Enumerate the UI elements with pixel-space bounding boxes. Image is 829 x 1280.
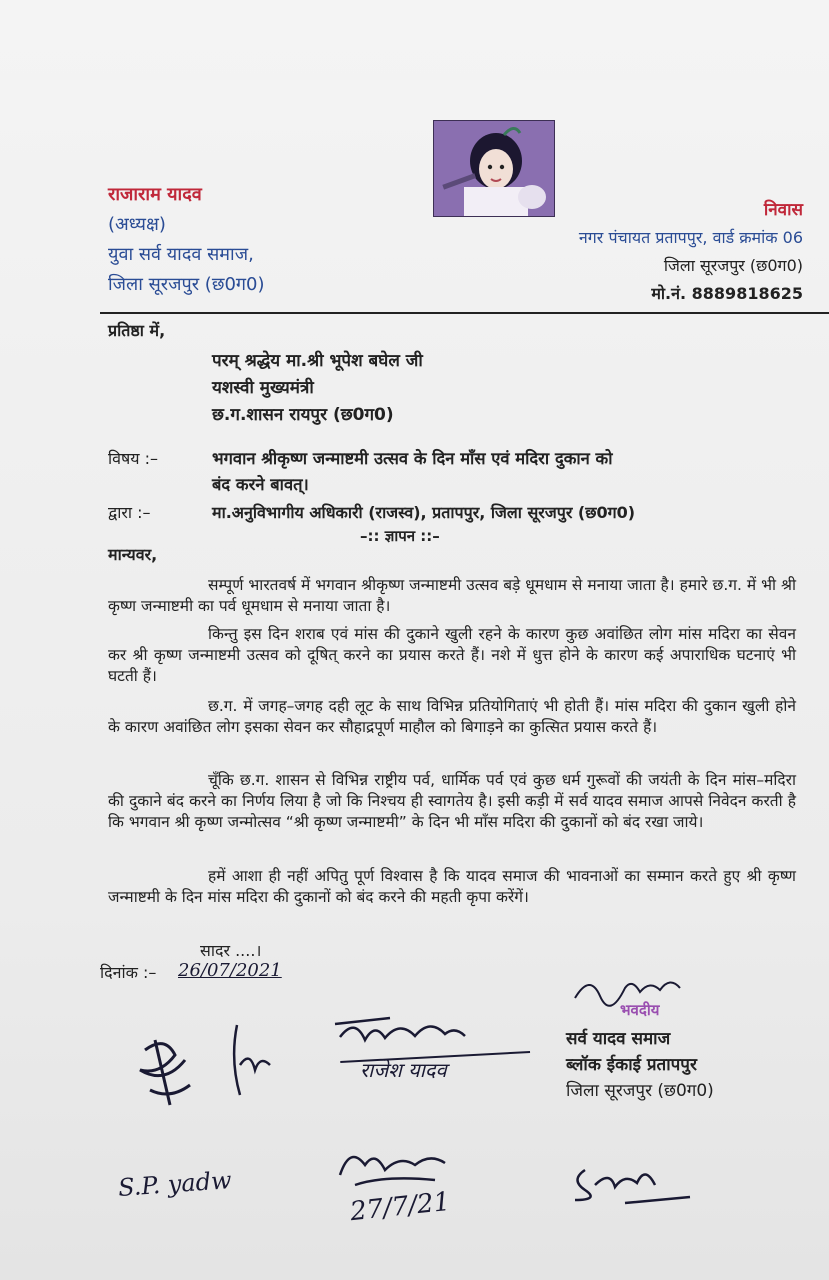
bhavdiya: भवदीय xyxy=(620,1001,660,1019)
recipient-line-2: यशस्वी मुख्यमंत्री xyxy=(212,378,314,398)
sender-address: नगर पंचायत प्रतापपुर, वार्ड क्रमांक 06 xyxy=(578,228,803,247)
residence-label: निवास xyxy=(763,200,803,220)
signature-1 xyxy=(125,1030,205,1110)
letterhead-right xyxy=(579,196,803,308)
signoff-unit: ब्लॉक ईकाई प्रतापपुर xyxy=(566,1055,697,1075)
date-value: 26/07/2021 xyxy=(178,960,282,981)
sender-role: (अध्यक्ष) xyxy=(108,214,166,235)
signature-scribble-icon xyxy=(225,1020,275,1100)
krishna-figure-icon xyxy=(434,121,554,216)
via-text: मा.अनुविभागीय अधिकारी (राजस्व), प्रतापपुर, जिला सूरजपुर (छ0ग0) xyxy=(212,503,636,522)
signoff-block xyxy=(566,1026,714,1104)
signature-scribble-icon xyxy=(335,1135,455,1195)
paragraph-1: सम्पूर्ण भारतवर्ष में भगवान श्रीकृष्ण जन्माष्टमी उत्सव बड़े धूमधाम से मनाया जाता है। हमारे छ.ग. में भी श्री कृष्ण जन्माष्टमी का पर्व धूमधाम से मनाया जाता है। xyxy=(108,576,796,615)
sender-org: युवा सर्व यादव समाज, xyxy=(108,244,254,265)
signature-scribble-icon xyxy=(330,1012,470,1052)
date-label: दिनांक :– xyxy=(100,963,157,982)
subject-line-1: भगवान श्रीकृष्ण जन्माष्टमी उत्सव के दिन माँस एवं मदिरा दुकान को xyxy=(212,449,613,468)
recipient-line-1: परम् श्रद्धेय मा.श्री भूपेश बघेल जी xyxy=(212,351,423,371)
stamp-scribble xyxy=(335,1135,455,1195)
memo-title: –:: ज्ञापन ::– xyxy=(360,527,440,545)
greeting: मान्यवर, xyxy=(108,545,158,564)
krishna-image xyxy=(433,120,555,217)
handwritten-date: 27/7/21 xyxy=(348,1186,452,1228)
letterhead-left xyxy=(108,180,265,300)
subject-line-2: बंद करने बावत्। xyxy=(212,475,309,494)
recipient-block xyxy=(212,348,423,429)
closing: सादर ....। xyxy=(200,941,262,960)
handwritten-sp: S.P. yadw xyxy=(117,1166,233,1202)
mobile-number: मो.नं. 8889818625 xyxy=(651,284,803,303)
sender-name: राजाराम यादव xyxy=(108,184,202,205)
paragraph-3: छ.ग. में जगह–जगह दही लूट के साथ विभिन्न प्रतियोगिताएं भी होती हैं। मांस मदिरा की दुकान खुली होने के कारण अवांछित लोग इसका सेवन कर सौहाद्रपूर्ण माहौल को बिगाड़ने का कुत्सित प्रयास करते हैं। xyxy=(108,697,796,736)
handwritten-name: राजेश यादव xyxy=(360,1058,447,1082)
signature-4 xyxy=(565,1155,695,1205)
paragraph-5: हमें आशा ही नहीं अपितु पूर्ण विश्वास है कि यादव समाज की भावनाओं का सम्मान करते हुए श्री कृष्ण जन्माष्टमी के दिन मांस मदिरा की दुकानों को बंद करने की महती कृपा करेंगें। xyxy=(108,867,796,906)
paragraph-2: किन्तु इस दिन शराब एवं मांस की दुकाने खुली रहने के कारण कुछ अवांछित लोग मांस मदिरा का सेवन कर श्री कृष्ण जन्माष्टमी उत्सव को दूषित् करने का प्रयास करते हैं। नशे में धुत्त होने के कारण कई अपाराधिक घटनाएं भी घटती हैं। xyxy=(108,625,796,685)
signature-scribble-icon xyxy=(565,1155,695,1205)
signoff-district: जिला सूरजपुर (छ0ग0) xyxy=(566,1081,714,1101)
signature-3 xyxy=(330,1012,470,1052)
header-divider xyxy=(100,312,829,314)
signoff-org: सर्व यादव समाज xyxy=(566,1029,671,1049)
paragraph-4: चूँकि छ.ग. शासन से विभिन्न राष्ट्रीय पर्व, धार्मिक पर्व एवं कुछ धर्म गुरूवों की जयंती के दिन मांस–मदिरा की दुकाने बंद करने का निर्णय लिया है जो कि निश्चय ही स्वागतेय है। इसी कड़ी में सर्व यादव समाज आपसे निवेदन करती है कि भगवान श्री कृष्ण जन्मोत्सव “श्री कृष्ण जन्माष्टमी” के दिन भी माँस मदिरा की दुकानों को बंद रखा जाये। xyxy=(108,771,796,831)
via-label: द्वारा :– xyxy=(108,503,151,522)
sender-district: जिला सूरजपुर (छ0ग0) xyxy=(108,274,265,295)
signature-scribble-icon xyxy=(125,1030,205,1110)
recipient-line-3: छ.ग.शासन रायपुर (छ0ग0) xyxy=(212,405,394,425)
signature-2 xyxy=(225,1020,275,1100)
address-district: जिला सूरजपुर (छ0ग0) xyxy=(663,256,803,275)
salutation-to: प्रतिष्ठा में, xyxy=(108,321,166,340)
subject-label: विषय :– xyxy=(108,449,159,468)
subject-text xyxy=(212,446,812,498)
